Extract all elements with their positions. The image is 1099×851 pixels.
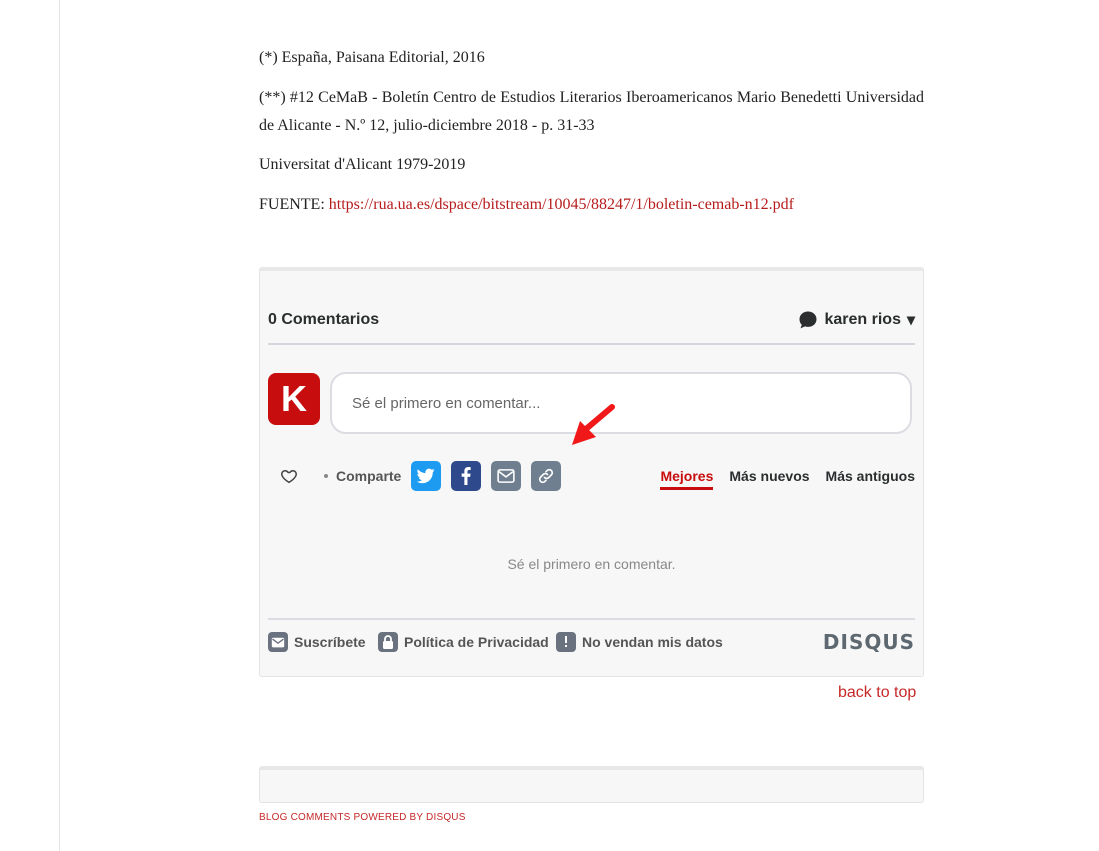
- footnote-3: Universitat d'Alicant 1979-2019: [259, 156, 466, 173]
- envelope-icon: [268, 632, 288, 652]
- copy-link-button[interactable]: [531, 461, 561, 491]
- heart-icon[interactable]: [280, 467, 298, 485]
- share-label: Comparte: [336, 468, 402, 484]
- privacy-link[interactable]: [378, 632, 549, 652]
- source-link[interactable]: https://rua.ua.es/dspace/bitstream/10045/88247/1/boletin-cemab-n12.pdf: [328, 196, 795, 213]
- subscribe-link[interactable]: [268, 632, 366, 652]
- email-share-button[interactable]: [491, 461, 521, 491]
- user-name: karen rios: [824, 311, 901, 328]
- left-border: [59, 0, 60, 851]
- disqus-logo[interactable]: DISQUS: [822, 630, 915, 654]
- disqus-header: [268, 307, 915, 345]
- sort-tab-best[interactable]: Mejores: [660, 468, 714, 484]
- back-to-top-link[interactable]: back to top: [838, 684, 917, 701]
- do-not-sell-link[interactable]: [556, 632, 723, 652]
- disqus-footer: [268, 618, 915, 660]
- user-menu[interactable]: [798, 310, 915, 330]
- sort-tab-newest[interactable]: Más nuevos: [729, 468, 810, 484]
- subscribe-label: Suscríbete: [294, 634, 366, 650]
- facebook-icon: [460, 467, 472, 485]
- chat-bubble-icon: [798, 310, 818, 330]
- comment-count: 0 Comentarios: [268, 311, 380, 328]
- do-not-sell-label: No vendan mis datos: [582, 634, 723, 650]
- source-label: FUENTE:: [259, 196, 329, 213]
- avatar[interactable]: K: [268, 373, 320, 425]
- comment-toolbar: [268, 459, 915, 493]
- footnote-2: (**) #12 CeMaB - Boletín Centro de Estudios Literarios Iberoamericanos Mario Benedetti Universidad de Alicante - N.º 12, julio-diciembre 2018 - p. 31-33: [259, 89, 924, 134]
- twitter-share-button[interactable]: [411, 461, 441, 491]
- link-icon: [537, 467, 555, 485]
- sort-tab-oldest[interactable]: Más antiguos: [825, 468, 915, 484]
- chevron-down-icon: ▾: [906, 312, 915, 329]
- facebook-share-button[interactable]: [451, 461, 481, 491]
- source-line: [259, 191, 924, 219]
- bullet-dot: [324, 474, 328, 478]
- secondary-comments-box: [259, 766, 924, 803]
- sort-tabs: [660, 459, 915, 493]
- disqus-widget: [259, 267, 924, 677]
- red-arrow-annotation-icon: [566, 403, 618, 449]
- share-group: [324, 459, 561, 493]
- privacy-label: Política de Privacidad: [404, 634, 549, 650]
- email-icon: [497, 469, 515, 483]
- powered-by-disqus-link[interactable]: BLOG COMMENTS POWERED BY DISQUS: [259, 812, 466, 823]
- twitter-icon: [417, 468, 435, 484]
- footnote-1: (*) España, Paisana Editorial, 2016: [259, 49, 485, 66]
- lock-icon: [378, 632, 398, 652]
- empty-comments-message: Sé el primero en comentar.: [507, 556, 676, 572]
- alert-icon: [556, 632, 576, 652]
- comment-input[interactable]: [330, 372, 912, 434]
